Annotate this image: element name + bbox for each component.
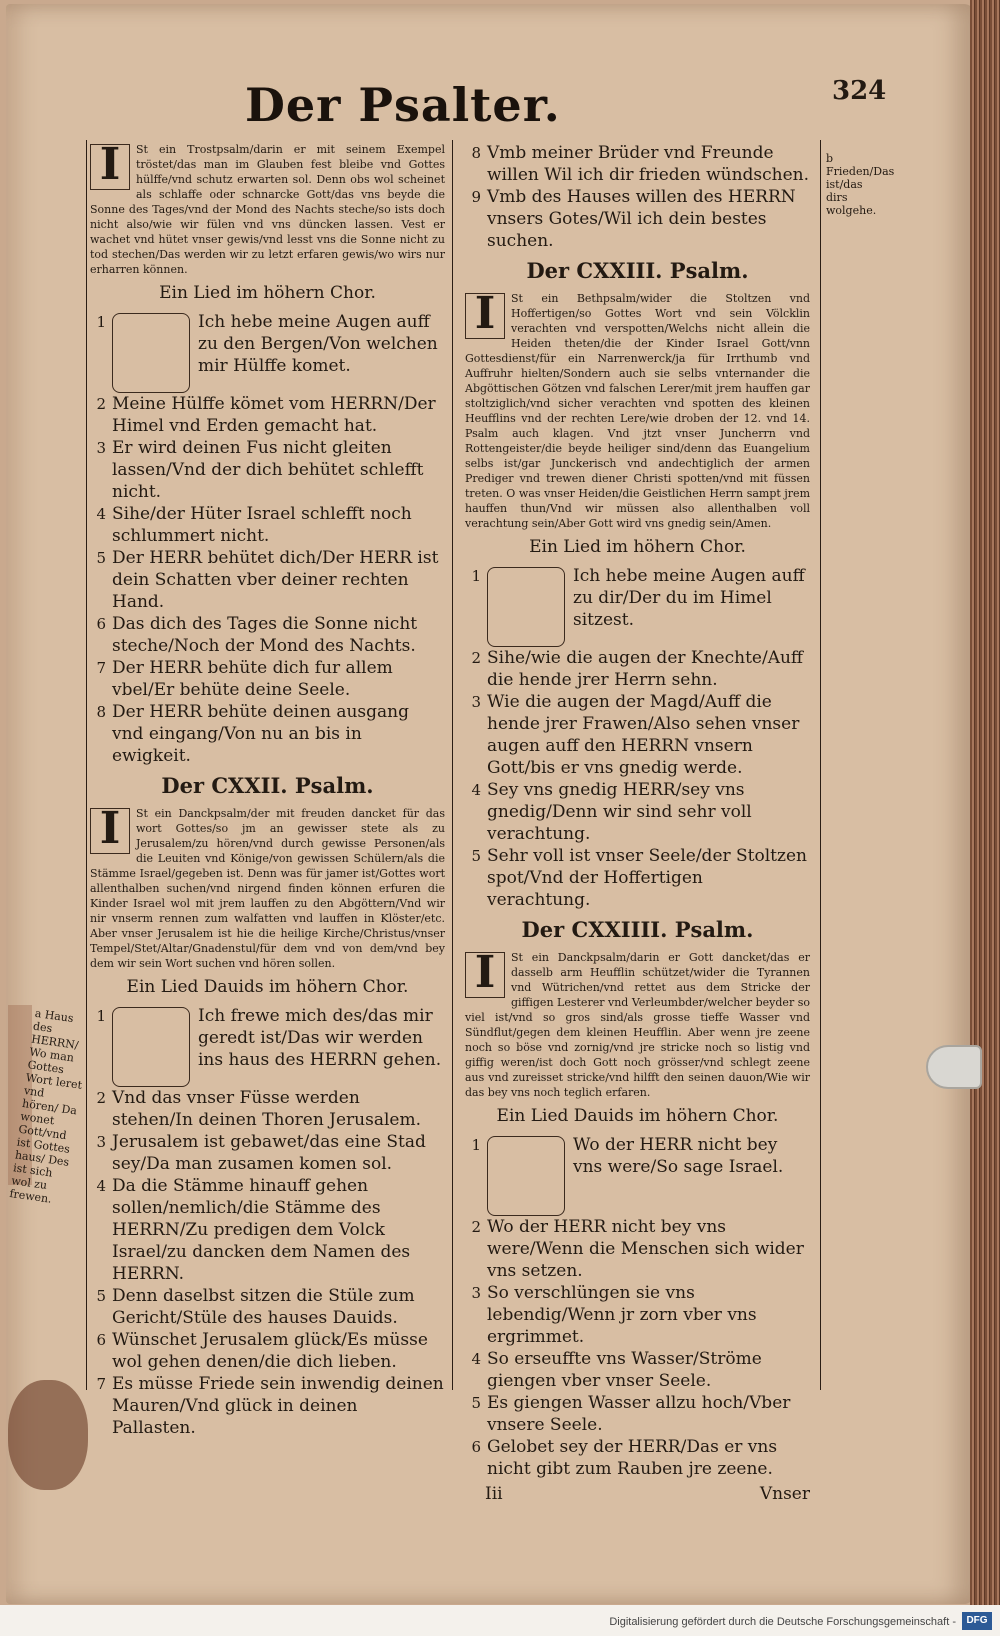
verse-number: 4 — [471, 781, 481, 799]
summary-text: St ein Danckpsalm/der mit freuden dancket für das wort Gottes/so jm an gewisser stete als zu Jerusalem/zu hören/vnd durch gewisse Personen/als die Leuiten vnd Könige/von gewissen Schülern/als die Stämme Israel/gegeben ist. Denn was für jamer ist/Gottes wort allenthalben suchen/vnd nirgend finden können erfuren die Kinder Israel wol mit jrem lauffen zu den Abgöttern/Vnd wir nir vnserm rennen zum walfatten vnd lauffen in Klöster/etc. Aber vnser Jerusalem ist hie die heilige Kirche/Christus/vnser Tempel/Stet/Altar/Gnadenstul/für dem vnd von dem/vnd bey dem wir sein Wort suchen vnd hören sollen. — [90, 807, 445, 970]
column-rule-right — [820, 140, 821, 1390]
verse-number: 4 — [96, 505, 106, 523]
verse-number: 6 — [96, 1331, 106, 1349]
verse-number: 7 — [96, 659, 106, 677]
verse-number: 5 — [96, 549, 106, 567]
page-number: 324 — [832, 76, 887, 106]
verse-number: 7 — [96, 1375, 106, 1393]
dfg-logo: DFG — [962, 1612, 992, 1630]
column-rule-left — [86, 140, 87, 1390]
verse — [465, 186, 810, 252]
ornamental-initial — [487, 1136, 565, 1216]
ornamental-initial — [487, 567, 565, 647]
verse-number: 9 — [471, 188, 481, 206]
verse-number: 3 — [471, 693, 481, 711]
psalm-124-summary — [465, 947, 810, 1100]
verse-text: Es giengen Wasser allzu hoch/Vber vnsere Seele. — [487, 1393, 791, 1435]
verse — [465, 1282, 810, 1348]
verse-number: 6 — [471, 1438, 481, 1456]
column-rule-middle — [452, 140, 453, 1390]
verse-number: 1 — [96, 313, 106, 331]
verse — [90, 1373, 445, 1439]
margin-note-left: a Haus des HERRN/ Wo man Gottes Wort leret vnd hören/ Da wonet Gott/vnd ist Gottes haus/ Des ist sich wol zu frewen. — [8, 1006, 83, 1206]
psalm-123-summary — [465, 288, 810, 531]
verse — [465, 565, 810, 647]
psalm-124-title: Ein Lied Dauids im höhern Chor. — [496, 1106, 779, 1126]
psalm-122-summary — [90, 803, 445, 971]
verse — [90, 547, 445, 613]
verse-number: 4 — [471, 1350, 481, 1368]
verse — [90, 1285, 445, 1329]
catchword: Vnser — [759, 1484, 810, 1504]
psalm-123-title: Ein Lied im höhern Chor. — [529, 537, 746, 557]
drop-initial: I — [90, 808, 130, 854]
verse — [90, 1175, 445, 1285]
verse-number: 4 — [96, 1177, 106, 1195]
verse — [90, 503, 445, 547]
verse-text: Meine Hülffe kömet vom HERRN/Der Himel vnd Erden gemacht hat. — [112, 394, 436, 436]
right-column — [465, 142, 810, 1504]
drop-initial: I — [90, 144, 130, 190]
signature-mark: Iii — [485, 1484, 503, 1504]
verse-number: 8 — [96, 703, 106, 721]
verse-number: 1 — [471, 1136, 481, 1154]
verse — [465, 142, 810, 186]
drop-initial: I — [465, 293, 505, 339]
ornamental-initial — [112, 313, 190, 393]
page-fore-edge — [970, 0, 1000, 1605]
left-column — [90, 139, 445, 1439]
verse — [90, 437, 445, 503]
psalm-122-verses-continued — [465, 142, 810, 252]
verse-text: Der HERR behüte deinen ausgang vnd eingang/Von nu an bis in ewigkeit. — [112, 702, 409, 766]
verse-text: Es müsse Friede sein inwendig deinen Mauren/Vnd glück in deinen Pallasten. — [112, 1374, 444, 1438]
verse-text: Er wird deinen Fus nicht gleiten lassen/Vnd der dich behütet schlefft nicht. — [112, 438, 424, 502]
verse-number: 2 — [96, 395, 106, 413]
digitization-credit: Digitalisierung gefördert durch die Deutsche Forschungsgemeinschaft - — [609, 1616, 956, 1628]
verse — [90, 701, 445, 767]
verse-text: Sihe/wie die augen der Knechte/Auff die hende jrer Herrn sehn. — [487, 648, 804, 690]
verse-number: 2 — [471, 649, 481, 667]
verse-number: 5 — [471, 847, 481, 865]
summary-text: St ein Bethpsalm/wider die Stoltzen vnd Hoffertigen/so Gottes Wort vnd sein Völcklin verachten vnd verspotten/Welchs nicht allein die Heiden theten/die der Kinder Israel Gott/vnn Gottesdienst/für ein Narrenwerck/ja für Irrthumb vnd Auffruhr hielten/Sondern auch sie selbs vnternander die Abgöttischen Götzen vnd falschen Lerer/mit jrem hauffen gar stoltziglich/vnd sicher verachten vnd spotten des kleinen Heufflins vnd der rechten Lere/wie droben der 12. vnd 14. Psalm auch klagen. Vnd jtzt vnser Juncherrn vnd Rottengeister/die beyde heiliger sind/denn das Euangelium selbs ist/gar Junckerisch vnd andechtiglich der armen Prediger vnd trewen diener Christi spotten/vnd mit füssen treten. O was vnser Heiden/die Geistlichen Herrn sampt jrem hauffen thun/Vnd wir müssen also allenthalben voll verachtung sein/Aber Gott wird vns gnedig sein/Amen. — [465, 292, 810, 530]
verse-number: 2 — [471, 1218, 481, 1236]
verse-number: 6 — [96, 615, 106, 633]
psalm-123-verses — [465, 565, 810, 911]
page-foot — [465, 1484, 810, 1504]
verse-text-body: Wo der HERR nicht bey vns were/So sage Israel. — [573, 1135, 784, 1177]
verse-number: 3 — [96, 439, 106, 457]
verse-number: 8 — [471, 144, 481, 162]
verse-text: Sey vns gnedig HERR/sey vns gnedig/Denn wir sind sehr voll verachtung. — [487, 780, 752, 844]
verse-text: Wünschet Jerusalem glück/Es müsse wol gehen denen/die dich lieben. — [112, 1330, 428, 1372]
verse-text: So verschlüngen sie vns lebendig/Wenn jr zorn vber vns ergrimmet. — [487, 1283, 757, 1347]
psalm-124-heading: Der CXXIIII. Psalm. — [521, 917, 754, 942]
verse-text: Jerusalem ist gebawet/das eine Stad sey/Da man zusamen komen sol. — [112, 1132, 426, 1174]
verse — [465, 1436, 810, 1480]
running-title: Der Psalter. — [245, 78, 561, 132]
verse-text — [112, 1005, 445, 1087]
verse-text: Vmb des Hauses willen des HERRN vnsers Gotes/Wil ich dein bestes suchen. — [487, 187, 796, 251]
verse — [90, 1131, 445, 1175]
psalm-121-summary — [90, 139, 445, 277]
verse — [465, 1392, 810, 1436]
psalm-122-verses — [90, 1005, 445, 1439]
verse-text: Der HERR behütet dich/Der HERR ist dein Schatten vber deiner rechten Hand. — [112, 548, 439, 612]
verse — [465, 1216, 810, 1282]
verse-text-body: Ich hebe meine Augen auff zu dir/Der du im Himel sitzest. — [573, 566, 805, 630]
verse — [90, 1087, 445, 1131]
verse-text: So erseuffte vns Wasser/Ströme giengen vber vnser Seele. — [487, 1349, 762, 1391]
verse-number: 2 — [96, 1089, 106, 1107]
verse — [465, 691, 810, 779]
psalm-123-heading: Der CXXIII. Psalm. — [526, 258, 749, 283]
ornamental-initial — [112, 1007, 190, 1087]
verse — [90, 1005, 445, 1087]
psalm-122-title: Ein Lied Dauids im höhern Chor. — [126, 977, 409, 997]
verse-text — [487, 1134, 810, 1216]
verse-text: Sihe/der Hüter Israel schlefft noch schlummert nicht. — [112, 504, 412, 546]
verse-number: 3 — [471, 1284, 481, 1302]
drop-initial: I — [465, 952, 505, 998]
verse — [465, 1348, 810, 1392]
psalm-124-verses — [465, 1134, 810, 1480]
verse-text: Sehr voll ist vnser Seele/der Stoltzen spot/Vnd der Hoffertigen verachtung. — [487, 846, 807, 910]
verse-text-body: Ich hebe meine Augen auff zu den Bergen/Von welchen mir Hülffe komet. — [198, 312, 438, 376]
verse-number: 3 — [96, 1133, 106, 1151]
verse — [90, 613, 445, 657]
verse-text — [487, 565, 810, 647]
verse-text-body: Ich frewe mich des/das mir geredt ist/Das wir werden ins haus des HERRN gehen. — [198, 1006, 442, 1070]
psalm-122-heading: Der CXXII. Psalm. — [161, 773, 374, 798]
verse-number: 1 — [471, 567, 481, 585]
verse-number: 5 — [96, 1287, 106, 1305]
verse — [465, 779, 810, 845]
verse-number: 1 — [96, 1007, 106, 1025]
verse-text: Denn daselbst sitzen die Stüle zum Gericht/Stüle des hauses Dauids. — [112, 1286, 415, 1328]
verse — [90, 393, 445, 437]
verse-text: Wo der HERR nicht bey vns were/Wenn die Menschen sich wider vns setzen. — [487, 1217, 804, 1281]
ink-stain — [8, 1380, 88, 1490]
verse-number: 5 — [471, 1394, 481, 1412]
psalm-121-title: Ein Lied im höhern Chor. — [159, 283, 376, 303]
verse — [90, 657, 445, 701]
verse — [465, 845, 810, 911]
verse — [465, 647, 810, 691]
summary-text: St ein Trostpsalm/darin er mit seinem Exempel tröstet/das man im Glauben fest bleibe vnd Gottes hülffe/vnd schutz erwarten sol. Denn obs wol scheinet als schlaffe oder schnarcke Gott/das vns beyde die Sonne des Tages/vnd der Mond des Nachts steche/so ists doch nicht also/wie wir fülen vnd vns düncken lassen. Vest er wachet vnd hütet vnser gewis/vnd lesst vns die Sonne nicht zu tod stechen/Das werden wir zu letzt erfaren gewis/wo wirs nur erharren können. — [90, 143, 445, 276]
verse — [90, 1329, 445, 1373]
verse-text: Da die Stämme hinauff gehen sollen/nemlich/die Stämme des HERRN/Zu predigen dem Volck Israel/zu dancken dem Namen des HERRN. — [112, 1176, 411, 1284]
verse-text: Das dich des Tages die Sonne nicht steche/Noch der Mond des Nachts. — [112, 614, 418, 656]
verse — [90, 311, 445, 393]
verse-text — [112, 311, 445, 393]
psalm-121-verses — [90, 311, 445, 767]
verse-text: Gelobet sey der HERR/Das er vns nicht gibt zum Rauben jre zeene. — [487, 1437, 778, 1479]
margin-note-right: b Frieden/Das ist/das dirs wolgehe. — [826, 152, 895, 217]
bookmark-tab — [926, 1045, 982, 1089]
verse-text: Wie die augen der Magd/Auff die hende jrer Frawen/Also sehen vnser augen auff den HERRN vnsern Gott/bis er vns gnedig werde. — [487, 692, 800, 778]
verse-text: Vmb meiner Brüder vnd Freunde willen Wil ich dir frieden wündschen. — [487, 143, 810, 185]
verse — [465, 1134, 810, 1216]
summary-text: St ein Danckpsalm/darin er Gott dancket/das er dasselb arm Heufflin schützet/wider die Tyrannen vnd Wütrichen/vnd rettet aus dem Stricke der giffigen Lesterer vnd Verleumbder/welcher beyder so viel ist/vnd so gros sind/als grosse tieffe Wasser vnd Sündflut/gegen dem kleinen Heufflin. Aber wenn jre zeene noch so böse vnd zornig/vnd jre stricke noch so listig vnd giffig weren/ist doch Gott noch grösser/vnd schlegt zeene aus vnd zureisset stricke/vnd hilfft den seinen dauon/Wie wir das bey vns noch teglich erfaren. — [465, 951, 810, 1099]
verse-text: Der HERR behüte dich fur allem vbel/Er behüte deine Seele. — [112, 658, 393, 700]
verse-text: Vnd das vnser Füsse werden stehen/In deinen Thoren Jerusalem. — [112, 1088, 422, 1130]
